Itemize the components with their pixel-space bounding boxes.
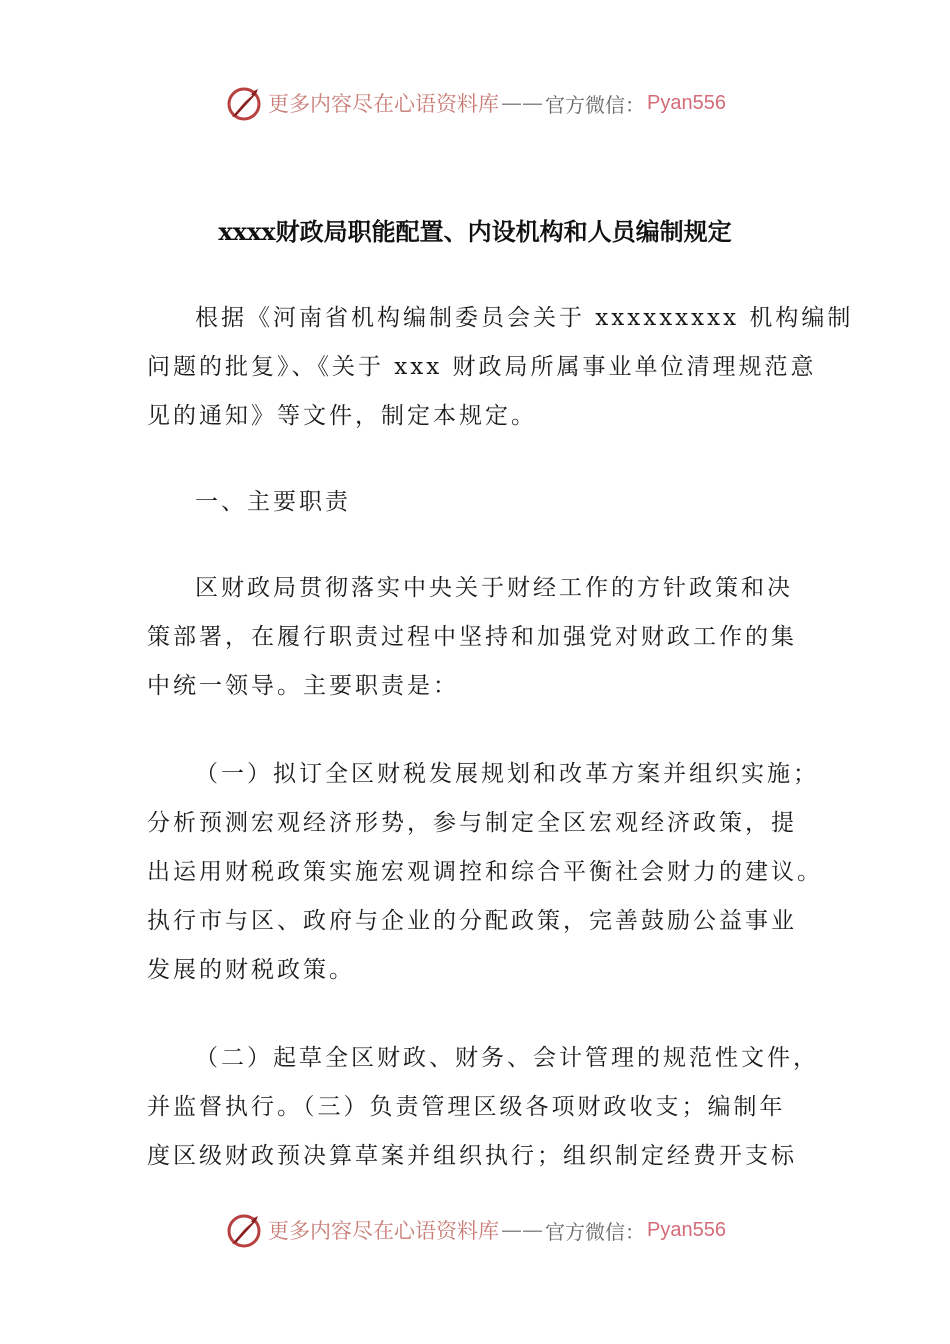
paragraph-line: 见的通知》等文件，制定本规定。 xyxy=(147,403,537,429)
paragraph-line: 中统一领导。主要职责是： xyxy=(147,673,459,699)
paragraph-line: （一）拟订全区财税发展规划和改革方案并组织实施； xyxy=(195,761,819,787)
paragraph-line: 发展的财税政策。 xyxy=(147,957,355,983)
paragraph-line: 策部署，在履行职责过程中坚持和加强党对财政工作的集 xyxy=(147,624,797,650)
quill-logo-icon xyxy=(224,1210,264,1250)
header-banner xyxy=(0,80,950,126)
banner-slogan: 更多内容尽在心语资料库 xyxy=(268,92,500,116)
paragraph-line: 根据《河南省机构编制委员会关于 xxxxxxxxx 机构编制 xyxy=(195,305,854,331)
document-title: xxxx财政局职能配置、内设机构和人员编制规定 xyxy=(218,217,732,246)
banner-wechat-id: Pyan556 xyxy=(647,1218,726,1241)
banner-dash: —— xyxy=(501,1218,544,1242)
section-heading-text: 一、主要职责 xyxy=(195,489,351,515)
quill-logo-icon xyxy=(224,83,264,123)
banner-slogan: 更多内容尽在心语资料库 xyxy=(268,1219,500,1243)
banner-wechat-label: 官方微信： xyxy=(545,92,646,117)
paragraph-basis xyxy=(147,294,854,441)
paragraph-line: 区财政局贯彻落实中央关于财经工作的方针政策和决 xyxy=(195,575,793,601)
paragraph-line: 分析预测宏观经济形势，参与制定全区宏观经济政策，提 xyxy=(147,810,797,836)
paragraph-line: 问题的批复》、《关于 xxx 财政局所属事业单位清理规范意 xyxy=(147,354,817,380)
section-heading xyxy=(147,478,807,527)
banner-wechat-id: Pyan556 xyxy=(647,91,726,114)
paragraph-duty-1 xyxy=(147,750,823,995)
banner-wechat-label: 官方微信： xyxy=(545,1219,646,1244)
paragraph-line: 出运用财税政策实施宏观调控和综合平衡社会财力的建议。 xyxy=(147,859,823,885)
paragraph-line: 并监督执行。（三）负责管理区级各项财政收支；编制年 xyxy=(147,1094,786,1120)
paragraph-duties-intro xyxy=(147,564,807,711)
banner-dash: —— xyxy=(501,91,544,115)
paragraph-duty-2-3 xyxy=(147,1034,819,1181)
paragraph-line: 执行市与区、政府与企业的分配政策，完善鼓励公益事业 xyxy=(147,908,797,934)
paragraph-line: （二）起草全区财政、财务、会计管理的规范性文件， xyxy=(195,1045,819,1071)
paragraph-line: 度区级财政预决算草案并组织执行；组织制定经费开支标 xyxy=(147,1143,797,1169)
footer-banner xyxy=(0,1207,950,1253)
